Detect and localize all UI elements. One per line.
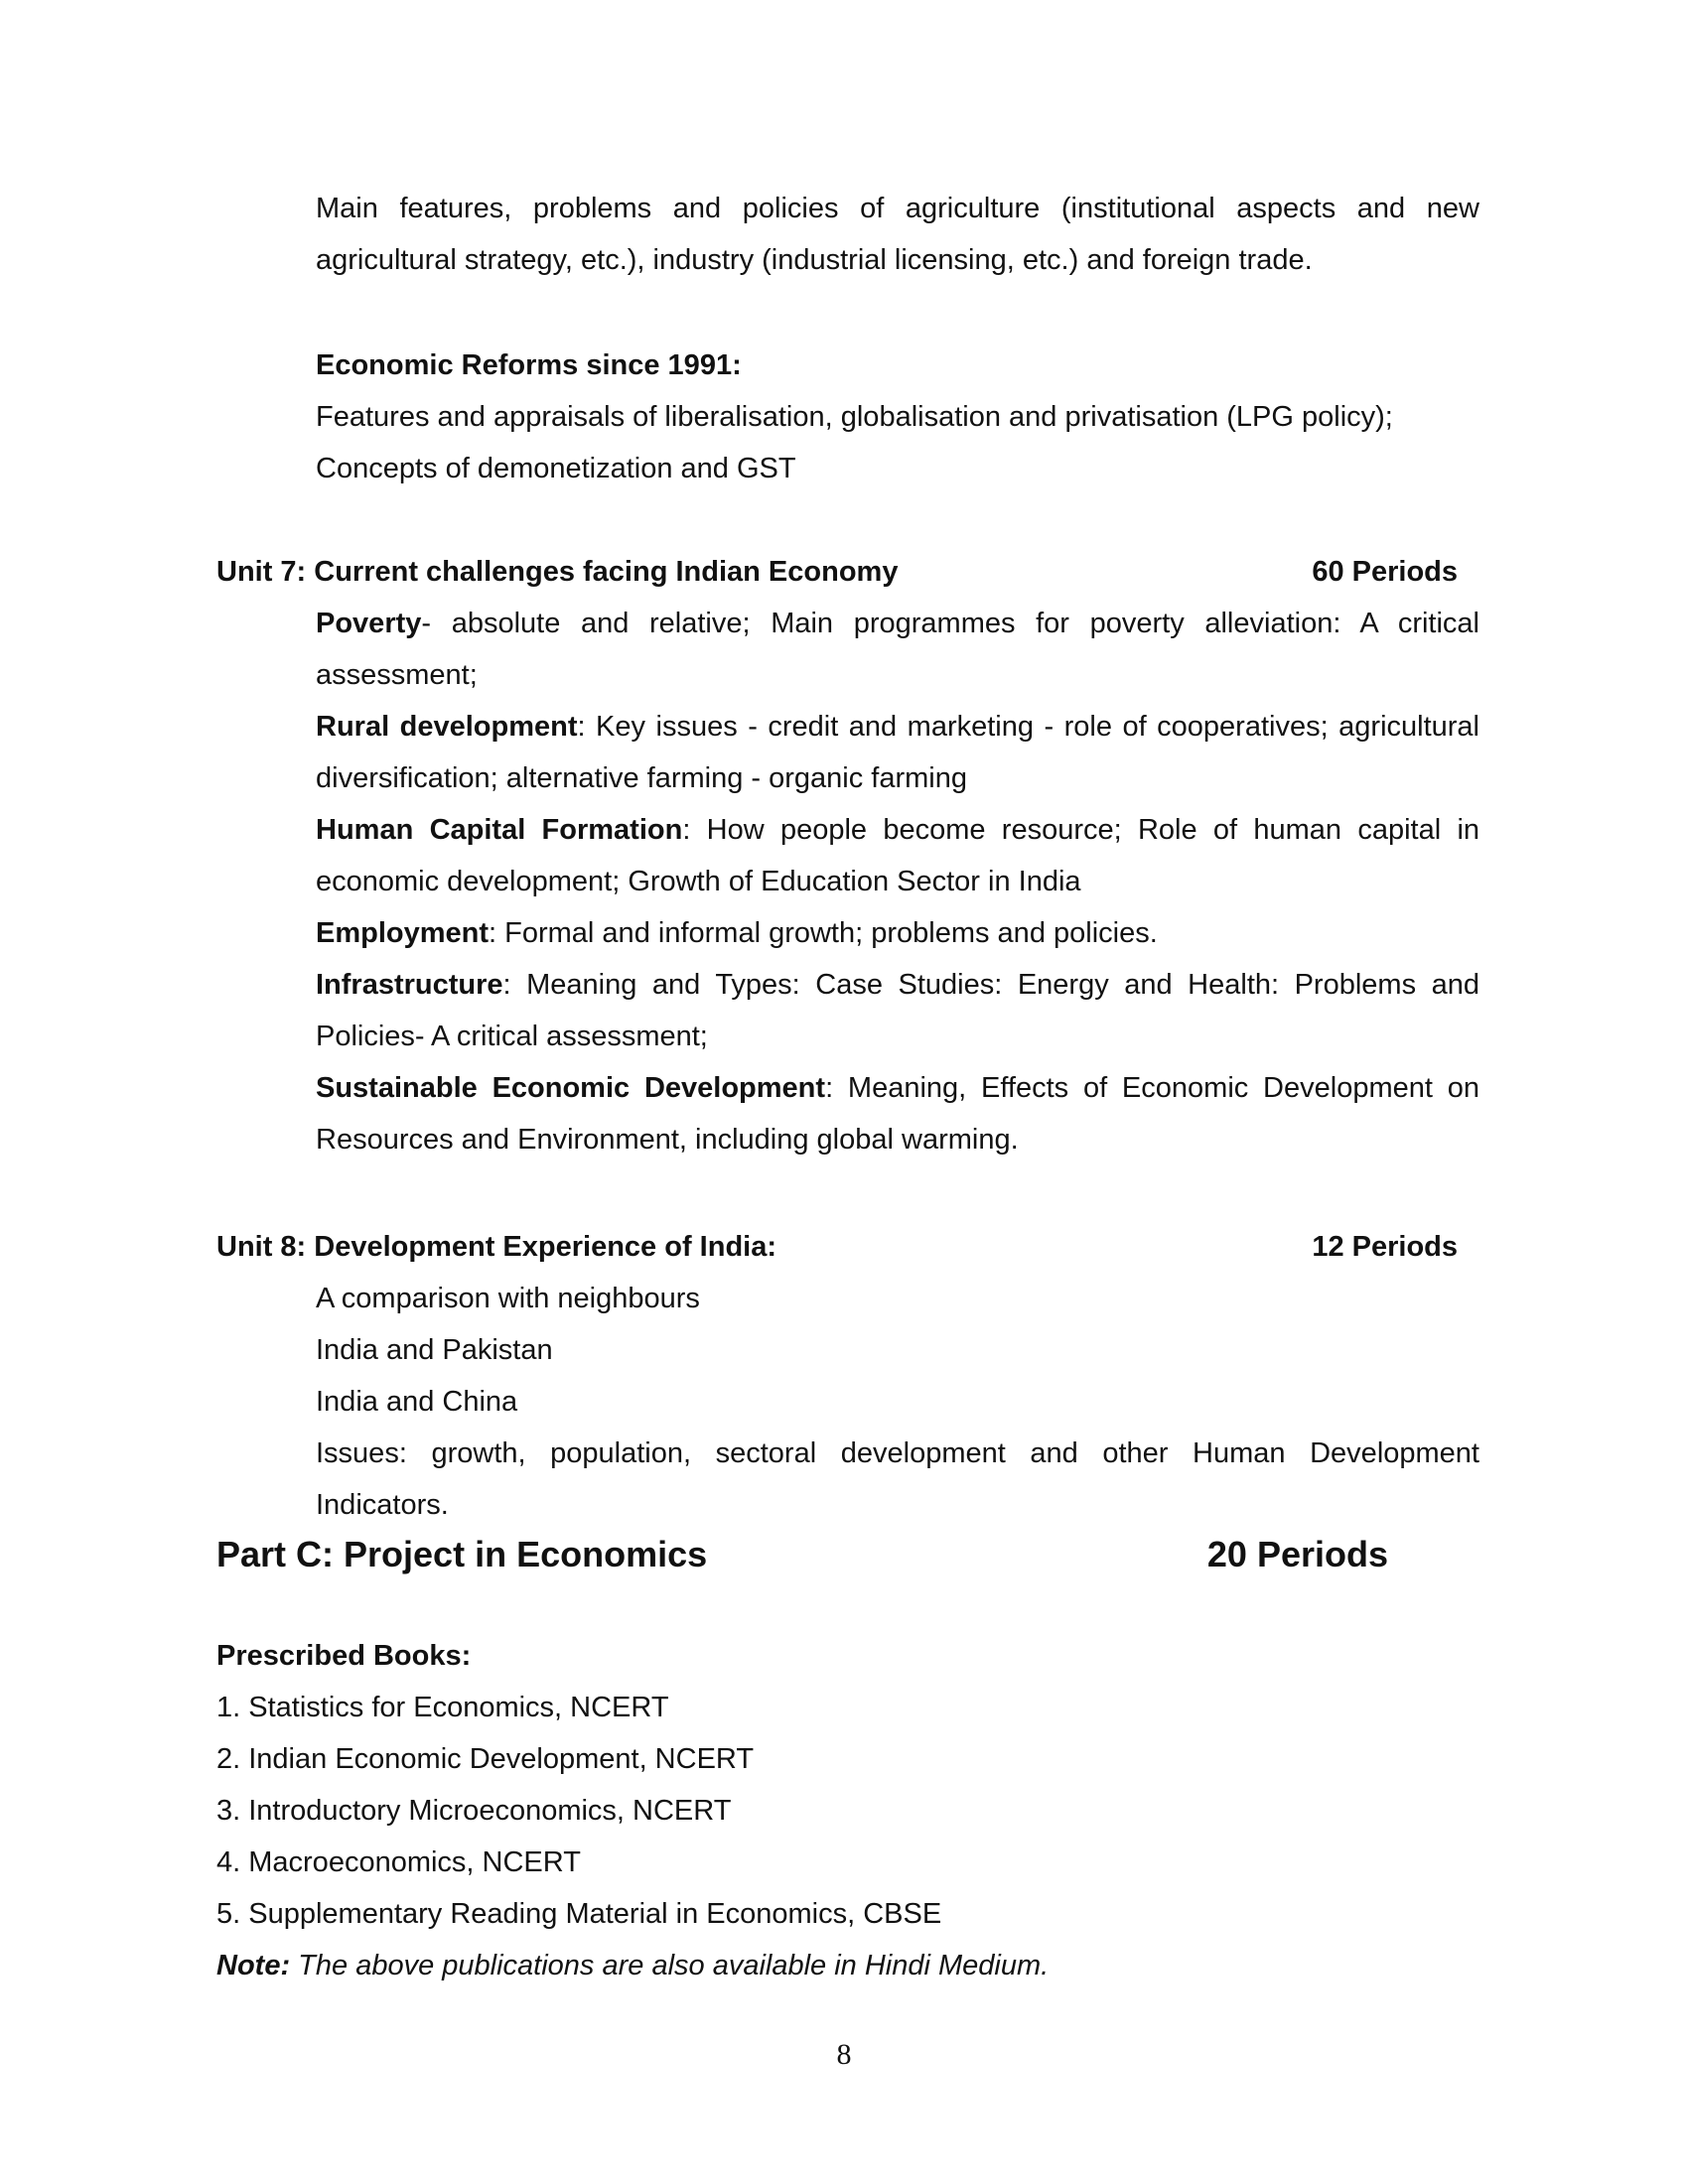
unit-7-item-poverty bbox=[316, 598, 1479, 701]
book-item: 4. Macroeconomics, NCERT bbox=[216, 1846, 581, 1878]
unit-7-heading bbox=[216, 546, 1458, 598]
unit-8-periods: 12 Periods bbox=[1312, 1231, 1458, 1263]
unit-7-item-employment bbox=[316, 907, 1479, 959]
unit-7-item-infrastructure bbox=[316, 959, 1479, 1062]
item-text: - absolute and relative; Main programmes for poverty alleviation: A critical assessment; bbox=[316, 608, 1479, 691]
book-item: 5. Supplementary Reading Material in Economics, CBSE bbox=[216, 1898, 942, 1930]
reforms-line-2: Concepts of demonetization and GST bbox=[316, 453, 796, 484]
note-label: Note: bbox=[216, 1950, 291, 1981]
unit-7-item-human-capital bbox=[316, 804, 1479, 907]
reforms-line-1: Features and appraisals of liberalisation, globalisation and privatisation (LPG policy); bbox=[316, 401, 1393, 433]
item-text: : Key issues - credit and marketing - role of cooperatives; agricultural diversification; alternative farming - organic farming bbox=[316, 711, 1479, 794]
prescribed-books-heading: Prescribed Books: bbox=[216, 1640, 472, 1672]
page-number: 8 bbox=[836, 2038, 852, 2071]
unit-8-issues: Issues: growth, population, sectoral development and other Human Development Indicators. bbox=[316, 1437, 1479, 1521]
unit-7-item-sustainable-development bbox=[316, 1062, 1479, 1165]
books-note bbox=[216, 1940, 1479, 1991]
item-term: Rural development bbox=[316, 711, 578, 743]
book-item: 3. Introductory Microeconomics, NCERT bbox=[216, 1795, 732, 1827]
item-text: : How people become resource; Role of human capital in economic development; Growth of Education Sector in India bbox=[316, 814, 1480, 897]
item-term: Poverty bbox=[316, 608, 422, 639]
unit-7-item-rural-development bbox=[316, 701, 1479, 804]
book-item: 2. Indian Economic Development, NCERT bbox=[216, 1743, 755, 1775]
item-text: : Formal and informal growth; problems and policies. bbox=[489, 917, 1158, 949]
intro-text: Main features, problems and policies of agriculture (institutional aspects and new agricultural strategy, etc.), industry (industrial licensing, etc.) and foreign trade. bbox=[316, 193, 1479, 276]
item-term: Sustainable Economic Development bbox=[316, 1072, 826, 1104]
unit-8-title: Unit 8: Development Experience of India: bbox=[216, 1231, 776, 1263]
unit-7-items bbox=[316, 598, 1479, 1165]
item-term: Infrastructure bbox=[316, 969, 503, 1001]
note-text: The above publications are also available in Hindi Medium. bbox=[290, 1950, 1050, 1981]
item-text: : Meaning, Effects of Economic Development on Resources and Environment, including global warming. bbox=[316, 1072, 1479, 1156]
part-c-heading bbox=[216, 1529, 1388, 1580]
unit-8-content bbox=[316, 1273, 1479, 1531]
item-term: Employment bbox=[316, 917, 490, 949]
item-text: : Meaning and Types: Case Studies: Energy and Health: Problems and Policies- A critical assessment; bbox=[316, 969, 1479, 1052]
unit-8-line-3: India and China bbox=[316, 1386, 518, 1418]
unit-8-heading bbox=[216, 1221, 1458, 1273]
book-item: 1. Statistics for Economics, NCERT bbox=[216, 1692, 669, 1723]
unit-7-title: Unit 7: Current challenges facing Indian Economy bbox=[216, 556, 899, 588]
prescribed-books-section bbox=[216, 1630, 1479, 1991]
part-c-periods: 20 Periods bbox=[1206, 1534, 1388, 1574]
unit-8-line-2: India and Pakistan bbox=[316, 1334, 553, 1366]
reforms-section bbox=[316, 340, 1479, 494]
reforms-heading: Economic Reforms since 1991: bbox=[316, 349, 742, 381]
item-term: Human Capital Formation bbox=[316, 814, 683, 846]
unit-8-line-1: A comparison with neighbours bbox=[316, 1283, 700, 1314]
part-c-title: Part C: Project in Economics bbox=[216, 1534, 708, 1574]
unit-7-periods: 60 Periods bbox=[1312, 556, 1458, 588]
intro-paragraph bbox=[316, 183, 1479, 286]
